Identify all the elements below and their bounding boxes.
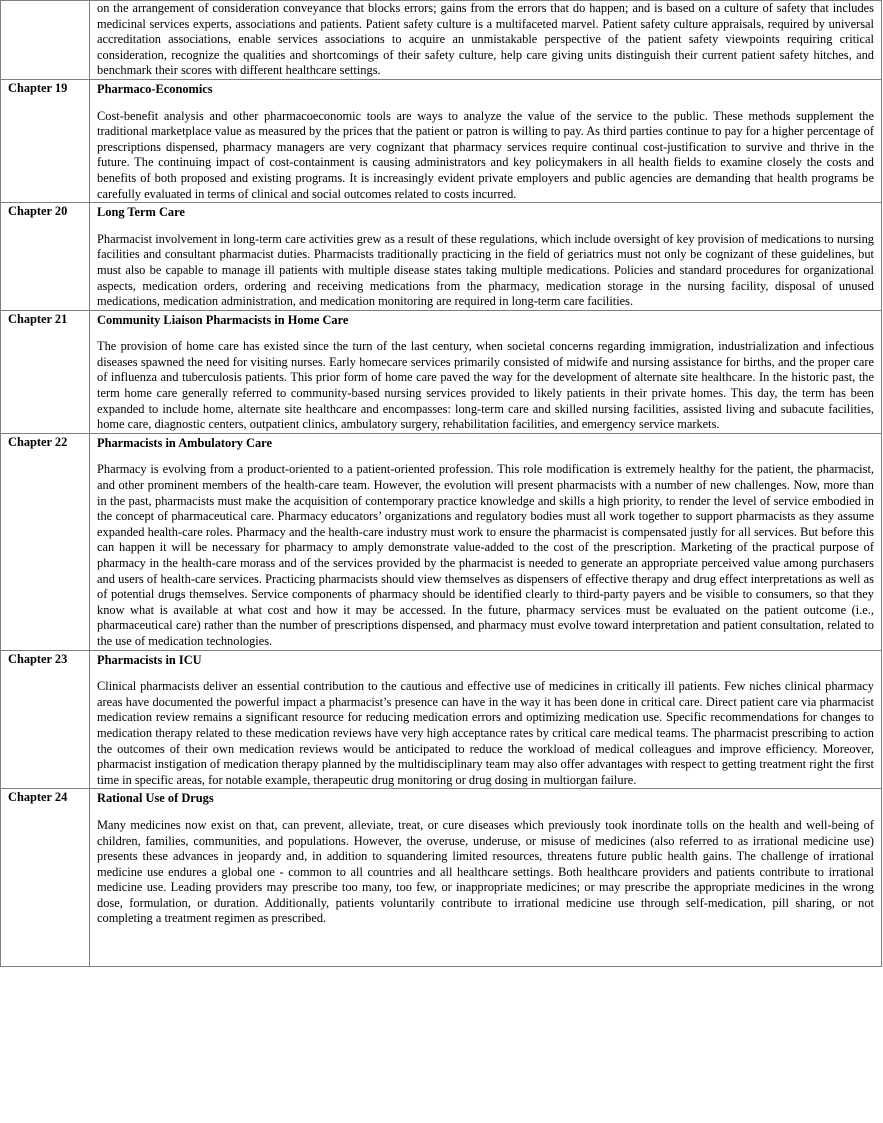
table-row-chapter-22 <box>1 433 882 650</box>
chapter-body-cell <box>90 1 882 80</box>
chapter-body-cell <box>90 433 882 650</box>
table-row-continued <box>1 1 882 80</box>
chapter-label: Chapter 24 <box>1 789 90 967</box>
chapter-body-cell <box>90 789 882 967</box>
table-row-chapter-23 <box>1 650 882 789</box>
chapter-summary: The provision of home care has existed since the turn of the last century, when societal concerns regarding immigration, industrialization and infectious diseases spawned the need for visiting nurses. Early homecare services primarily consisted of midwife and nursing assistance for births, and the proper care of influenza and tuberculosis patients. This prior form of home care paved the way for the development of alternate site healthcare. In the historic past, the term home care generally referred to community-based nursing services provided to likely patients in their private homes. This day, the term has been expanded to include home, alternate site healthcare and encompasses: long-term care and skilled nursing facilities, assisted living and subacute facilities, home care, diagnostic centers, outpatient clinics, ambulatory surgery, rehabilitation facilities, and emergency service markets. <box>97 339 874 432</box>
chapter-label: Chapter 21 <box>1 310 90 433</box>
chapter-title: Pharmacists in ICU <box>97 652 202 667</box>
chapter-body-cell <box>90 310 882 433</box>
chapter-summary: Clinical pharmacists deliver an essential contribution to the cautious and effective use of medicines in critically ill patients. Few niches clinical pharmacy areas have documented the powerful impact a pharmacist’s presence can have in the way it has been done in critical care. Direct patient care via pharmacist medication review remains a significant resource for reducing medication errors and optimizing medication use. Specific recommendations for changes to medication therapy related to these medication reviews have very high acceptance rates by critical care medical teams. The pharmacist prescribing to action the outcomes of their own medication reviews would be anticipated to reduce the workload of medical colleagues and improve efficiency. Moreover, pharmacist instigation of medication therapy planned by the multidisciplinary team may also offer advantages with respect to getting treatment right the first time in specific areas, for notable example, therapeutic drug monitoring or drug dosing in multiorgan failure. <box>97 679 874 787</box>
table-row-chapter-19 <box>1 79 882 202</box>
chapter-label: Chapter 20 <box>1 203 90 311</box>
chapter-label-cell-empty <box>1 1 90 80</box>
chapter-title: Community Liaison Pharmacists in Home Care <box>97 312 349 327</box>
continued-text: on the arrangement of consideration conveyance that blocks errors; gains from the errors that do happen; and is based on a culture of safety that includes medicinal services experts, associations and patients. Patient safety culture is a multifaceted marvel. Patient safety culture appraisals, required by universal accreditation associations, enable services associations to acquire an unmistakable perspective of the patient safety viewpoints requiring critical consideration, recognize the qualities and shortcomings of their safety culture, help care giving units distinguish their current patient safety hitches, and benchmark their scores with different healthcare settings. <box>97 1 874 78</box>
chapter-body-cell <box>90 203 882 311</box>
chapter-label: Chapter 23 <box>1 650 90 789</box>
chapter-body-cell <box>90 650 882 789</box>
chapter-title: Long Term Care <box>97 205 185 220</box>
chapter-summary: Cost-benefit analysis and other pharmacoeconomic tools are ways to analyze the value of the service to the public. These methods supplement the traditional marketplace value as measured by the prices that the patient or patron is willing to pay. As third parties continue to pay for a higher percentage of prescriptions dispensed, pharmacy managers are very cognizant that pharmacy services require continual cost-justification to survive and thrive in the future. The continuing impact of cost-containment is causing administrators and key policymakers in all health fields to examine closely the costs and benefits of both proposed and existing programs. It is increasingly evident private employers and public agencies are demanding that health programs be carefully evaluated in terms of clinical and social outcomes related to costs incurred. <box>97 108 874 201</box>
chapter-summary: Pharmacy is evolving from a product-oriented to a patient-oriented profession. This role modification is extremely healthy for the patient, the pharmacist, and other prominent members of the health-care team. However, the evolution will present pharmacists with a number of new challenges. Now, more than in the past, pharmacists must make the acquisition of contemporary practice knowledge and skills a high priority, to render the level of service embodied in the concept of pharmaceutical care. Pharmacy educators’ organizations and regulatory bodies must all work together to support pharmacists as they assume expanded health-care roles. Pharmacy and the health-care industry must work to ensure the pharmacist is compensated justly for all services. But before this can happen it will be necessary for pharmacy to amply demonstrate value-added to the cost of the prescription. Marketing of the practical purpose of pharmacy in the health-care morass and of the services provided by the pharmacist is needed to generate an appropriate perceived value among purchasers and users of health-care services. Practicing pharmacists should view themselves as dispensers of effective therapy and drug effect interpretations as well as of potential drugs themselves. Service components of pharmacy should be identified clearly to third-party payers and be visible to consumers, so that they know what is available at what cost and how it may be accessed. In the future, pharmacy services must be evaluated on the patient outcome (i.e., pharmaceutical care) rather than the number of prescriptions dispensed, and pharmacy must evolve toward interpretation and patient consultation, related to the use of medication technologies. <box>97 462 874 648</box>
chapter-title: Pharmacists in Ambulatory Care <box>97 435 272 450</box>
chapter-summary: Pharmacist involvement in long-term care activities grew as a result of these regulations, which include oversight of key provision of medications to nursing facilities and consultant pharmacist duties. Pharmacists traditionally practicing in the field of geriatrics must not only be cognizant of these guidelines, but must also be capable to manage ill patients with multiple disease states taking multiple medications. Policies and standard procedures for organizational aspects, medication orders, ordering and receiving medications from the pharmacy, medication storage in the nursing facility, disposal of unused medications, medication administration, and medication monitoring are required in long-term care facilities. <box>97 231 874 309</box>
table-row-chapter-24 <box>1 789 882 967</box>
chapter-title: Pharmaco-Economics <box>97 81 213 96</box>
chapter-label: Chapter 19 <box>1 79 90 202</box>
table-row-chapter-20 <box>1 203 882 311</box>
table-row-chapter-21 <box>1 310 882 433</box>
chapter-summary: Many medicines now exist on that, can prevent, alleviate, treat, or cure diseases which previously took inordinate tolls on the health and well-being of children, families, communities, and populations. However, the overuse, underuse, or misuse of medicines (also referred to as irrational medicine use) presents these advances in jeopardy and, in addition to squandering limited resources, threatens future public health gains. The challenge of irrational medicine use endures a global one - common to all countries and all healthcare settings. Both healthcare providers and patients contribute to irrational medicine use. Leading providers may prescribe too many, too few, or inappropriate medicines; or may prescribe the appropriate medicines in the wrong dose, formulation, or duration. Additionally, patients voluntarily contribute to irrational medicine use through self-medication, pill sharing, or not completing a treatment regimen as prescribed. <box>97 817 874 926</box>
chapter-body-cell <box>90 79 882 202</box>
chapter-label: Chapter 22 <box>1 433 90 650</box>
chapter-title: Rational Use of Drugs <box>97 791 214 806</box>
